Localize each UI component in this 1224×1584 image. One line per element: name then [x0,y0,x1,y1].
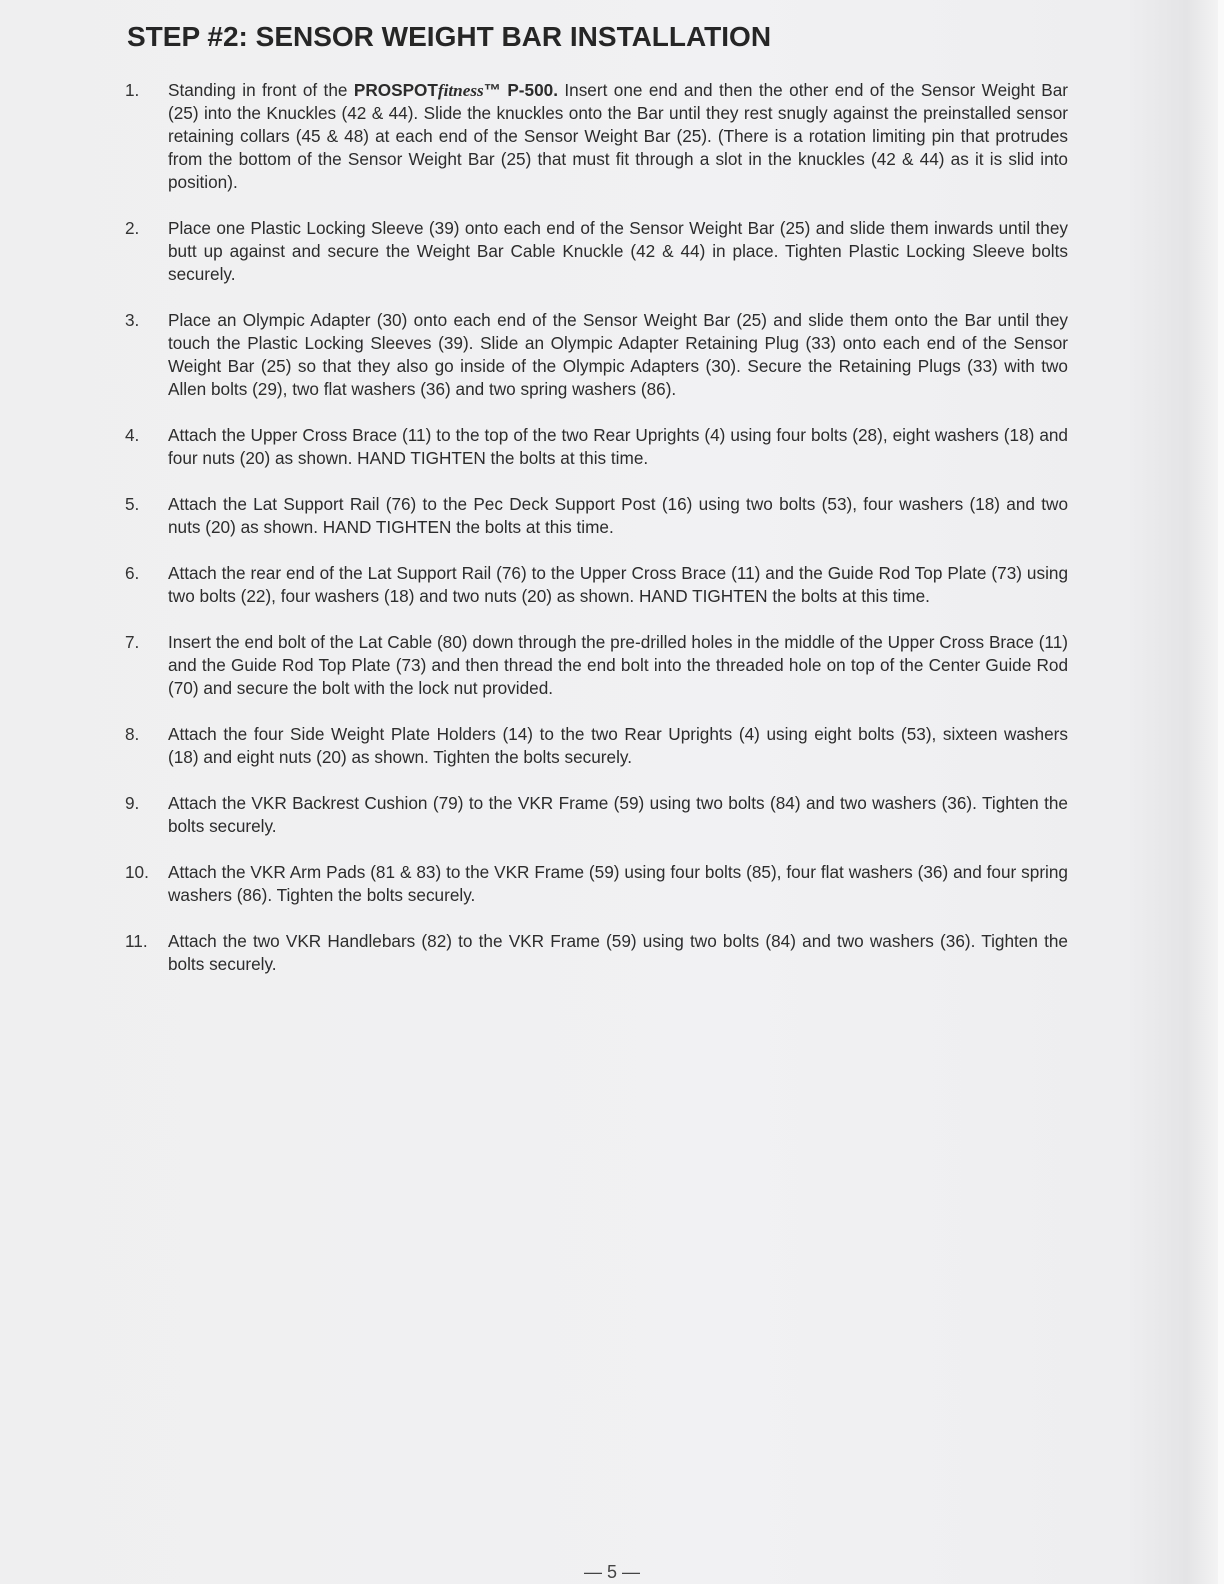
step-number: 11. [125,931,148,951]
instruction-list [0,79,1224,999]
step-text: Attach the two VKR Handlebars (82) to the VKR Frame (59) using two bolts (84) and two washers (36). Tighten the bolts securely. [168,931,1068,974]
step-text: Attach the four Side Weight Plate Holders (14) to the two Rear Uprights (4) using eight bolts (53), sixteen washers (18) and eight nuts (20) as shown. Tighten the bolts securely. [168,724,1068,767]
page-number: — 5 — [583,1562,640,1582]
step-text: Attach the Upper Cross Brace (11) to the top of the two Rear Uprights (4) using four bolts (28), eight washers (18) and four nuts (20) as shown. HAND TIGHTEN the bolts at this time. [168,425,1068,468]
step-number: 9. [125,793,140,813]
step-text: Attach the VKR Backrest Cushion (79) to the VKR Frame (59) using two bolts (84) and two washers (36). Tighten the bolts securely. [168,793,1068,836]
step-item [0,309,1224,401]
brand-name [354,80,558,100]
brand-italic: fitness [437,81,484,100]
brand-bold: PROSPOT [353,80,438,100]
step-item [0,493,1224,539]
step-text-intro: Standing in front of the [168,80,354,100]
step-text: Insert the end bolt of the Lat Cable (80) down through the pre-drilled holes in the middle of the Upper Cross Brace (11) and the Guide Rod Top Plate (73) and then thread the end bolt into the threaded hole on top of the Center Guide Rod (70) and secure the bolt with the lock nut provided. [168,632,1068,698]
step-number: 8. [125,724,140,744]
step-item [0,562,1224,608]
step-text: Place one Plastic Locking Sleeve (39) onto each end of the Sensor Weight Bar (25) and slide them inwards until they butt up against and secure the Weight Bar Cable Knuckle (42 & 44) in place. Tighten Plastic Locking Sleeve bolts securely. [168,218,1068,284]
page-title: STEP #2: SENSOR WEIGHT BAR INSTALLATION [127,21,772,52]
step-text-body: Insert one end and then the other end of the Sensor Weight Bar (25) into the Knuckles (42 & 44). Slide the knuckles onto the Bar until they rest snugly against the preinstalled sensor retaining collars (45 & 48) at each end of the Sensor Weight Bar (25). (There is a rotation limiting pin that protrudes from the bottom of the Sensor Weight Bar (25) that must fit through a slot in the knuckles (42 & 44) as it is slid into position). [168,80,1069,192]
step-number: 7. [125,632,140,652]
step-number: 3. [125,310,140,330]
step-number: 4. [125,425,140,445]
step-text: Attach the VKR Arm Pads (81 & 83) to the VKR Frame (59) using four bolts (85), four flat washers (36) and four spring washers (86). Tighten the bolts securely. [168,862,1068,905]
step-number: 2. [125,218,140,238]
step-item [0,723,1224,769]
step-item [0,424,1224,470]
step-text: Place an Olympic Adapter (30) onto each end of the Sensor Weight Bar (25) and slide them onto the Bar until they touch the Plastic Locking Sleeves (39). Slide an Olympic Adapter Retaining Plug (33) onto each end of the Sensor Weight Bar (25) so that they also go inside of the Olympic Adapters (30). Secure the Retaining Plugs (33) with two Allen bolts (29), two flat washers (36) and two spring washers (86). [168,310,1068,399]
brand-model: ™ P-500. [483,80,558,100]
step-item [0,631,1224,700]
step-text: Attach the Lat Support Rail (76) to the Pec Deck Support Post (16) using two bolts (53), four washers (18) and two nuts (20) as shown. HAND TIGHTEN the bolts at this time. [168,494,1068,537]
step-item [0,861,1224,907]
step-number: 1. [125,80,140,100]
step-item [0,79,1224,194]
step-text [168,79,1068,194]
step-number: 5. [125,494,140,514]
step-item [0,930,1224,976]
step-number: 10. [125,862,149,882]
step-number: 6. [125,563,140,583]
page-edge [1218,0,1224,1584]
step-text: Attach the rear end of the Lat Support Rail (76) to the Upper Cross Brace (11) and the Guide Rod Top Plate (73) using two bolts (22), four washers (18) and two nuts (20) as shown. HAND TIGHTEN the bolts at this time. [168,563,1068,606]
step-item [0,217,1224,286]
step-item [0,792,1224,838]
